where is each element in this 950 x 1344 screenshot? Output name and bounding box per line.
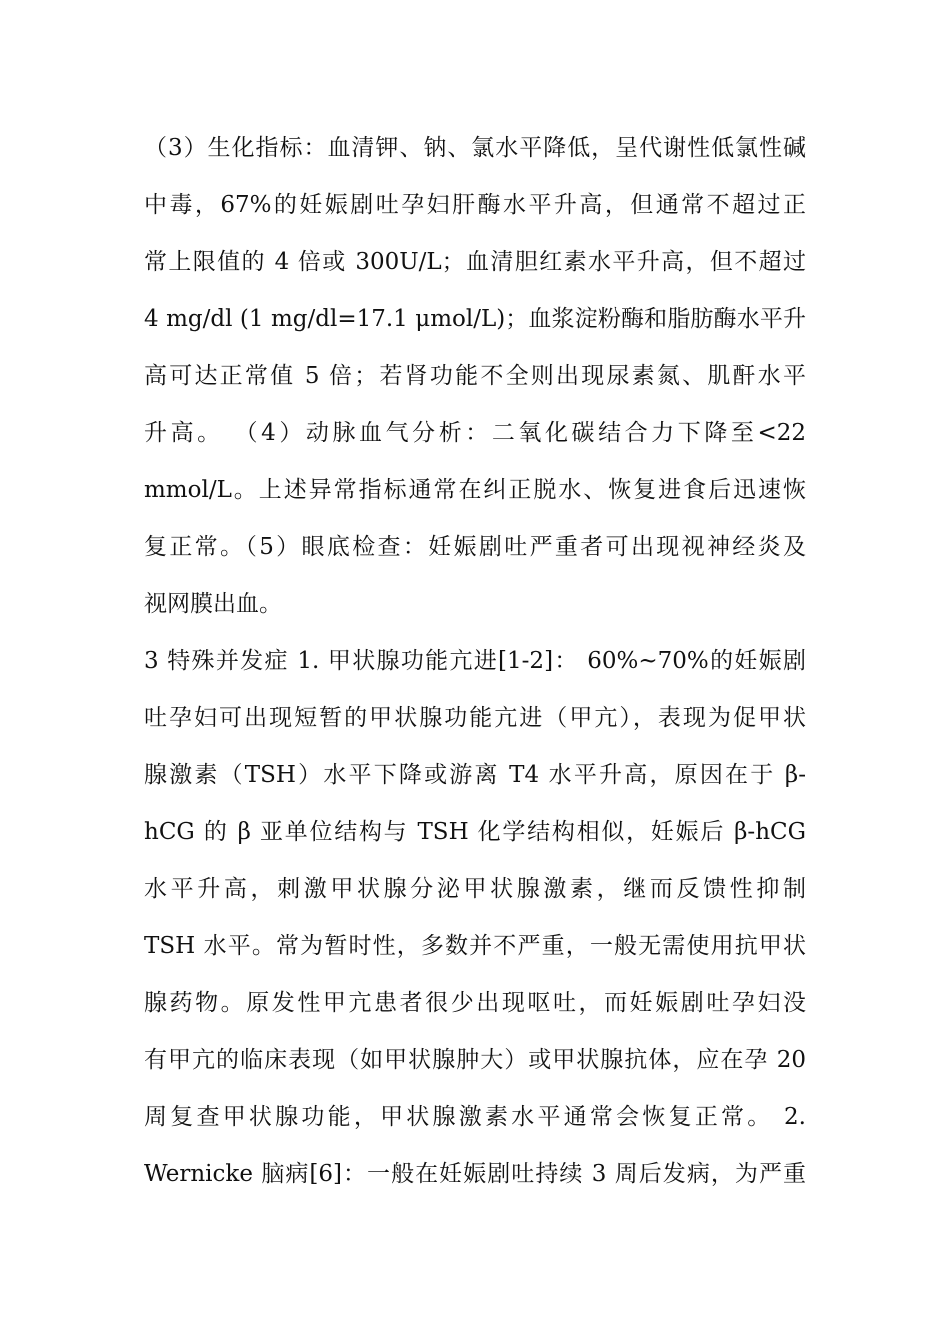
text-line: 高可达正常值 5 倍；若肾功能不全则出现尿素氮、肌酐水平 [144,363,806,389]
text-line: 中毒，67%的妊娠剧吐孕妇肝酶水平升高，但通常不超过正 [144,192,806,218]
text-line: 有甲亢的临床表现（如甲状腺肿大）或甲状腺抗体，应在孕 20 [144,1047,806,1073]
text-line: 腺激素（TSH）水平下降或游离 T4 水平升高，原因在于 β- [144,762,806,788]
text-line: 复正常。（5）眼底检查：妊娠剧吐严重者可出现视神经炎及 [144,534,806,560]
text-line: hCG 的 β 亚单位结构与 TSH 化学结构相似，妊娠后 β-hCG [144,819,806,845]
text-line: 升高。 （4）动脉血气分析：二氧化碳结合力下降至<22 [144,420,806,446]
text-line: 常上限值的 4 倍或 300U/L；血清胆红素水平升高，但不超过 [144,249,806,275]
text-line: （3）生化指标：血清钾、钠、氯水平降低，呈代谢性低氯性碱 [144,135,806,161]
text-line: 4 mg/dl (1 mg/dl=17.1 μmol/L)；血浆淀粉酶和脂肪酶水平升 [144,306,806,332]
text-line: mmol/L。上述异常指标通常在纠正脱水、恢复进食后迅速恢 [144,477,806,503]
text-line: 水平升高，刺激甲状腺分泌甲状腺激素，继而反馈性抑制 [144,876,806,902]
text-line: 腺药物。原发性甲亢患者很少出现呕吐，而妊娠剧吐孕妇没 [144,990,806,1016]
text-line: 3 特殊并发症 1. 甲状腺功能亢进[1-2]： 60%~70%的妊娠剧 [144,648,806,674]
text-line: 周复查甲状腺功能，甲状腺激素水平通常会恢复正常。 2. [144,1104,806,1130]
text-line: Wernicke 脑病[6]：一般在妊娠剧吐持续 3 周后发病，为严重 [144,1161,806,1187]
text-line: TSH 水平。常为暂时性，多数并不严重，一般无需使用抗甲状 [144,933,806,959]
text-line: 吐孕妇可出现短暂的甲状腺功能亢进（甲亢），表现为促甲状 [144,705,806,731]
text-line: 视网膜出血。 [144,591,282,617]
